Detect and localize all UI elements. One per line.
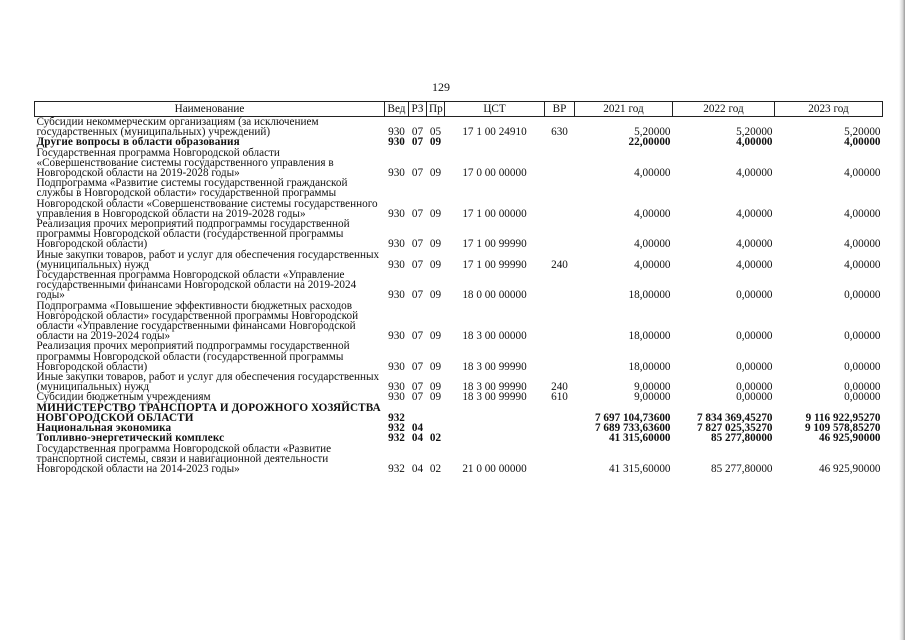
row-vr — [545, 301, 575, 342]
row-value-2023: 9 109 578,85270 — [804, 422, 881, 435]
row-value-2021: 9,00000 — [634, 391, 671, 404]
row-rz: 07 — [411, 330, 424, 343]
row-ved: 930 — [388, 207, 405, 220]
row-value-2021: 18,00000 — [628, 360, 671, 373]
row-vr — [545, 444, 575, 475]
row-name: Государственная программа Новгородской области «Развитие транспортной системы, связи и навигационной деятельности Новгородской области на 2014-2023 годы» — [36, 442, 332, 475]
table-row — [35, 433, 883, 443]
row-rz: 04 — [411, 432, 424, 445]
row-value-2022: 4,00000 — [736, 167, 773, 180]
header-rz: РЗ — [409, 102, 427, 117]
budget-table — [34, 101, 883, 474]
row-name: Реализация прочих мероприятий подпрограммы государственной программы Новгородской области (государственной программы Новгородской области) — [36, 218, 350, 251]
row-value-2023: 0,00000 — [844, 289, 881, 302]
row-value-2022: 4,00000 — [736, 207, 773, 220]
header-cst: ЦСТ — [445, 102, 545, 117]
row-value-2022: 85 277,80000 — [710, 462, 773, 475]
row-pr: 09 — [429, 258, 442, 271]
row-value-2023: 4,00000 — [844, 167, 881, 180]
row-value-2023: 4,00000 — [844, 238, 881, 251]
row-ved: 930 — [388, 136, 405, 149]
row-value-2021: 18,00000 — [628, 289, 671, 302]
row-vr: 240 — [551, 258, 568, 271]
row-rz: 07 — [411, 258, 424, 271]
row-ved: 930 — [388, 289, 405, 302]
row-vr — [545, 403, 575, 423]
row-rz: 07 — [411, 381, 424, 394]
table-row — [35, 444, 883, 475]
table-body — [35, 117, 883, 475]
row-name: Иные закупки товаров, работ и услуг для обеспечения государственных (муниципальных) нужд — [36, 371, 380, 394]
row-cst: 18 3 00 99990 — [462, 381, 527, 394]
row-cst: 18 3 00 99990 — [462, 360, 527, 373]
row-name: Подпрограмма «Повышение эффективности бюджетных расходов Новгородской области» государственной программы Новгородской области «Управление государственными финансами Новгородской области на 2019-2024 годы» — [36, 299, 359, 343]
row-value-2022: 4,00000 — [736, 258, 773, 271]
row-cst: 17 1 00 00000 — [462, 207, 527, 220]
row-name: Национальная экономика — [36, 422, 172, 435]
row-ved: 930 — [388, 330, 405, 343]
row-value-2022: 7 827 025,35270 — [696, 422, 773, 435]
row-value-2021: 18,00000 — [628, 330, 671, 343]
table-header-row — [35, 102, 883, 117]
table-row — [35, 178, 883, 219]
row-vr — [545, 341, 575, 372]
row-cst: 18 0 00 00000 — [462, 289, 527, 302]
header-vr: ВР — [545, 102, 575, 117]
row-value-2022: 0,00000 — [736, 391, 773, 404]
row-value-2021: 4,00000 — [634, 238, 671, 251]
row-value-2022: 85 277,80000 — [710, 432, 773, 445]
row-vr: 610 — [551, 391, 568, 404]
row-value-2021: 4,00000 — [634, 258, 671, 271]
scan-edge-shadow — [899, 0, 905, 640]
row-pr: 09 — [429, 289, 442, 302]
row-rz: 07 — [411, 238, 424, 251]
table-row — [35, 403, 883, 423]
row-value-2021: 7 689 733,63600 — [594, 422, 671, 435]
header-2021: 2021 год — [575, 102, 673, 117]
row-ved: 930 — [388, 167, 405, 180]
row-value-2023: 0,00000 — [844, 330, 881, 343]
row-ved: 930 — [388, 126, 405, 139]
header-2022: 2022 год — [673, 102, 775, 117]
table-row — [35, 270, 883, 301]
row-value-2023: 4,00000 — [844, 207, 881, 220]
row-ved: 930 — [388, 238, 405, 251]
row-name: Иные закупки товаров, работ и услуг для обеспечения государственных (муниципальных) нужд — [36, 248, 380, 271]
row-name: МИНИСТЕРСТВО ТРАНСПОРТА И ДОРОЖНОГО ХОЗЯЙСТВА НОВГОРОДСКОЙ ОБЛАСТИ — [36, 401, 381, 424]
row-name: Реализация прочих мероприятий подпрограммы государственной программы Новгородской области (государственной программы Новгородской области) — [36, 340, 350, 373]
row-pr: 09 — [429, 167, 442, 180]
row-name: Государственная программа Новгородской области «Совершенствование системы государственного управления в Новгородской области на 2019-2028 годы» — [36, 146, 334, 180]
row-vr — [545, 148, 575, 179]
row-value-2022: 5,20000 — [736, 126, 773, 139]
row-ved: 932 — [388, 422, 405, 435]
header-name: Наименование — [35, 102, 385, 117]
row-value-2021: 41 315,60000 — [608, 462, 671, 475]
row-name: Другие вопросы в области образования — [36, 136, 240, 149]
row-cst: 17 0 00 00000 — [462, 167, 527, 180]
row-vr — [545, 219, 575, 250]
row-pr — [427, 403, 445, 423]
row-value-2021: 5,20000 — [634, 126, 671, 139]
row-name: Подпрограмма «Развитие системы государственной гражданской службы в Новгородской области» государственной программы Новгородской области «Совершенствование системы государственного управления в Новгородской области на 2019-2028 годы» — [36, 177, 378, 220]
row-pr: 09 — [429, 360, 442, 373]
row-rz: 07 — [411, 207, 424, 220]
row-value-2022: 0,00000 — [736, 381, 773, 394]
row-rz: 07 — [411, 391, 424, 404]
row-rz — [409, 403, 427, 423]
table-row — [35, 250, 883, 270]
row-vr — [545, 423, 575, 433]
row-value-2022: 4,00000 — [736, 238, 773, 251]
row-ved: 932 — [388, 432, 405, 445]
table-row — [35, 117, 883, 138]
row-cst: 17 1 00 24910 — [462, 126, 527, 139]
row-ved: 930 — [388, 258, 405, 271]
row-value-2022: 7 834 369,45270 — [696, 411, 773, 424]
row-value-2021: 4,00000 — [634, 207, 671, 220]
row-value-2023: 4,00000 — [844, 136, 881, 149]
table-row — [35, 301, 883, 342]
row-vr — [545, 433, 575, 443]
row-value-2021: 22,00000 — [628, 136, 671, 149]
row-rz: 07 — [411, 126, 424, 139]
row-vr — [545, 270, 575, 301]
row-name: Государственная программа Новгородской области «Управление государственными финансами Новгородской области на 2019-2024 годы» — [36, 269, 357, 302]
row-cst: 18 3 00 99990 — [462, 391, 527, 404]
row-value-2022: 4,00000 — [736, 136, 773, 149]
row-cst — [445, 403, 545, 423]
row-pr: 05 — [429, 126, 442, 139]
row-cst — [445, 433, 545, 443]
row-rz: 04 — [411, 462, 424, 475]
row-value-2023: 5,20000 — [844, 126, 881, 139]
row-pr: 09 — [429, 330, 442, 343]
row-ved: 930 — [388, 360, 405, 373]
table-row — [35, 372, 883, 392]
table-row — [35, 148, 883, 179]
row-pr: 09 — [429, 391, 442, 404]
header-ved: Вед — [385, 102, 409, 117]
row-cst — [445, 423, 545, 433]
row-ved: 930 — [388, 381, 405, 394]
row-pr: 09 — [429, 207, 442, 220]
row-cst — [445, 137, 545, 147]
row-value-2023: 0,00000 — [844, 391, 881, 404]
row-rz: 07 — [411, 136, 424, 149]
page-number: 129 — [432, 80, 450, 94]
header-2023: 2023 год — [775, 102, 883, 117]
row-cst: 17 1 00 99990 — [462, 258, 527, 271]
table-row — [35, 219, 883, 250]
row-pr: 02 — [429, 462, 442, 475]
row-rz: 07 — [411, 360, 424, 373]
row-pr: 09 — [429, 381, 442, 394]
row-cst: 21 0 00 00000 — [462, 462, 527, 475]
row-value-2023: 4,00000 — [844, 258, 881, 271]
row-value-2023: 46 925,90000 — [818, 432, 881, 445]
row-value-2023: 0,00000 — [844, 381, 881, 394]
row-value-2023: 46 925,90000 — [818, 462, 881, 475]
row-vr: 240 — [551, 381, 568, 394]
header-pr: Пр — [427, 102, 445, 117]
row-name: Субсидии некоммерческим организациям (за исключением государственных (муниципальных) учреждений) — [36, 116, 319, 139]
row-rz: 04 — [411, 422, 424, 435]
row-ved: 930 — [388, 391, 405, 404]
row-vr: 630 — [551, 126, 568, 139]
row-value-2021: 7 697 104,73600 — [594, 411, 671, 424]
row-pr: 09 — [429, 136, 442, 149]
row-vr — [545, 137, 575, 147]
row-name: Субсидии бюджетным учреждениям — [36, 391, 211, 404]
row-cst: 17 1 00 99990 — [462, 238, 527, 251]
row-ved: 932 — [388, 411, 405, 424]
row-rz: 07 — [411, 289, 424, 302]
row-name: Топливно-энергетический комплекс — [36, 432, 225, 445]
row-value-2021: 9,00000 — [634, 381, 671, 394]
row-value-2021: 4,00000 — [634, 167, 671, 180]
table-row — [35, 341, 883, 372]
row-value-2023: 9 116 922,95270 — [805, 411, 881, 424]
row-value-2022: 0,00000 — [736, 330, 773, 343]
row-rz: 07 — [411, 167, 424, 180]
row-pr: 09 — [429, 238, 442, 251]
row-ved: 932 — [388, 462, 405, 475]
row-value-2023: 0,00000 — [844, 360, 881, 373]
row-value-2022: 0,00000 — [736, 289, 773, 302]
row-value-2022: 0,00000 — [736, 360, 773, 373]
row-pr: 02 — [429, 432, 442, 445]
row-cst: 18 3 00 00000 — [462, 330, 527, 343]
row-value-2021: 41 315,60000 — [608, 432, 671, 445]
row-vr — [545, 178, 575, 219]
